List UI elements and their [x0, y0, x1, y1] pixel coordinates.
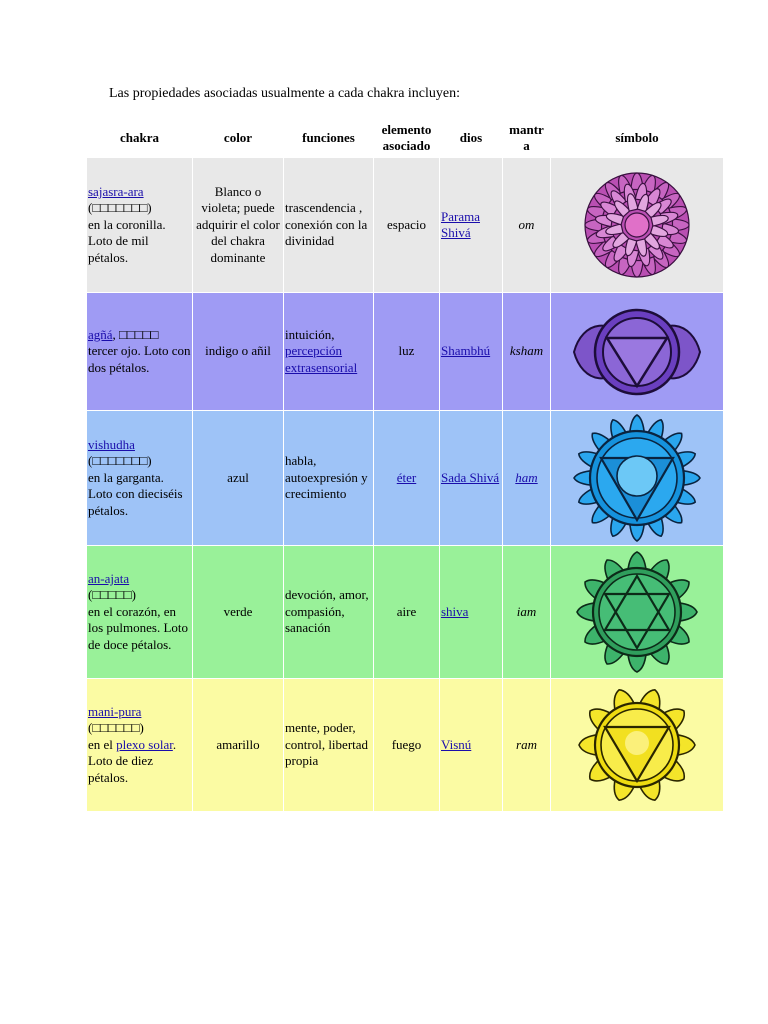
- cell-dios: [440, 293, 503, 411]
- chakra-desc: tercer ojo. Loto con dos pétalos.: [88, 343, 191, 375]
- cell-color: azul: [193, 411, 284, 546]
- cell-funciones: trascendencia , conexión con la divinidad: [284, 158, 374, 293]
- cell-simbolo: [551, 411, 724, 546]
- cell-simbolo: [551, 679, 724, 812]
- chakra-script: (□□□□□): [88, 587, 136, 603]
- intro-text: Las propiedades asociadas usualmente a cada chakra incluyen:: [109, 86, 461, 101]
- cell-chakra: [87, 679, 193, 812]
- header-mantra-label: mantr a: [509, 122, 544, 153]
- chakra-script: (□□□□□□□): [88, 200, 152, 216]
- chakra-script: , □□□□□: [112, 326, 159, 342]
- chakra-link[interactable]: agñá: [88, 326, 113, 342]
- cell-mantra: iam: [503, 546, 551, 679]
- plexo-solar-link[interactable]: plexo solar: [116, 736, 173, 752]
- cell-elemento: fuego: [374, 679, 440, 812]
- cell-chakra: [87, 293, 193, 411]
- chakra-desc: en la coronilla. Loto de mil pétalos.: [88, 216, 166, 265]
- cell-funciones: habla, autoexpresión y crecimiento: [284, 411, 374, 546]
- cell-color: verde: [193, 546, 284, 679]
- chakra-table: [86, 118, 724, 812]
- cell-mantra: om: [503, 158, 551, 293]
- crown-chakra-symbol: [582, 169, 692, 281]
- table-row: [87, 411, 724, 546]
- cell-chakra: [87, 546, 193, 679]
- cell-simbolo: [551, 158, 724, 293]
- cell-elemento: [374, 411, 440, 546]
- cell-elemento: luz: [374, 293, 440, 411]
- cell-dios: [440, 679, 503, 812]
- throat-chakra-symbol: [573, 414, 701, 542]
- cell-chakra: [87, 411, 193, 546]
- header-dios: dios: [440, 119, 503, 158]
- chakra-link[interactable]: mani-pura: [88, 703, 142, 719]
- header-row: [87, 119, 724, 158]
- header-simbolo: símbolo: [551, 119, 724, 158]
- cell-simbolo: [551, 546, 724, 679]
- cell-dios: [440, 158, 503, 293]
- dios-link[interactable]: shiva: [441, 603, 469, 619]
- chakra-desc: en la garganta. Loto con dieciséis pétalos.: [88, 469, 183, 518]
- cell-chakra: [87, 158, 193, 293]
- chakra-script: (□□□□□□): [88, 720, 144, 736]
- elemento-link[interactable]: éter: [396, 469, 417, 485]
- cell-color: indigo o añil: [193, 293, 284, 411]
- cell-funciones: [284, 293, 374, 411]
- third-eye-chakra-symbol: [572, 302, 702, 402]
- cell-dios: [440, 546, 503, 679]
- cell-funciones: mente, poder, control, libertad propia: [284, 679, 374, 812]
- solar-plexus-chakra-symbol: [577, 685, 697, 805]
- chakra-link[interactable]: vishudha: [88, 436, 135, 452]
- chakra-desc-post: . Loto de diez pétalos.: [88, 736, 177, 785]
- cell-elemento: espacio: [374, 158, 440, 293]
- table-row: [87, 679, 724, 812]
- dios-link[interactable]: Sada Shivá: [441, 469, 500, 485]
- dios-link[interactable]: Shambhú: [441, 343, 491, 359]
- header-elemento-label: elemento asociado: [381, 122, 432, 153]
- header-color: color: [193, 119, 284, 158]
- cell-mantra: [503, 411, 551, 546]
- heart-chakra-symbol: [575, 550, 699, 674]
- cell-funciones: devoción, amor, compasión, sanación: [284, 546, 374, 679]
- cell-dios: [440, 411, 503, 546]
- cell-color: amarillo: [193, 679, 284, 812]
- cell-color: Blanco o violeta; puede adquirir el color del chakra dominante: [193, 158, 284, 293]
- chakra-script: (□□□□□□□): [88, 453, 152, 469]
- dios-link[interactable]: Parama Shivá: [441, 208, 480, 240]
- table-row: [87, 158, 724, 293]
- dios-link[interactable]: Visnú: [441, 736, 472, 752]
- header-funciones: funciones: [284, 119, 374, 158]
- chakra-desc: en el corazón, en los pulmones. Loto de doce pétalos.: [88, 603, 189, 652]
- funciones-link[interactable]: percepción extrasensorial: [285, 343, 358, 375]
- header-elemento: [374, 119, 440, 158]
- table-row: [87, 293, 724, 411]
- chakra-link[interactable]: an-ajata: [88, 570, 130, 586]
- funciones-text: intuición,: [285, 326, 335, 342]
- mantra-link[interactable]: ham: [515, 469, 538, 485]
- table-row: [87, 546, 724, 679]
- cell-mantra: ram: [503, 679, 551, 812]
- cell-elemento: aire: [374, 546, 440, 679]
- chakra-link[interactable]: sajasra-ara: [88, 183, 144, 199]
- header-chakra: chakra: [87, 119, 193, 158]
- chakra-desc-pre: en el: [88, 736, 113, 752]
- crown-center: [625, 213, 649, 237]
- cell-simbolo: [551, 293, 724, 411]
- header-mantra: [503, 119, 551, 158]
- cell-mantra: ksham: [503, 293, 551, 411]
